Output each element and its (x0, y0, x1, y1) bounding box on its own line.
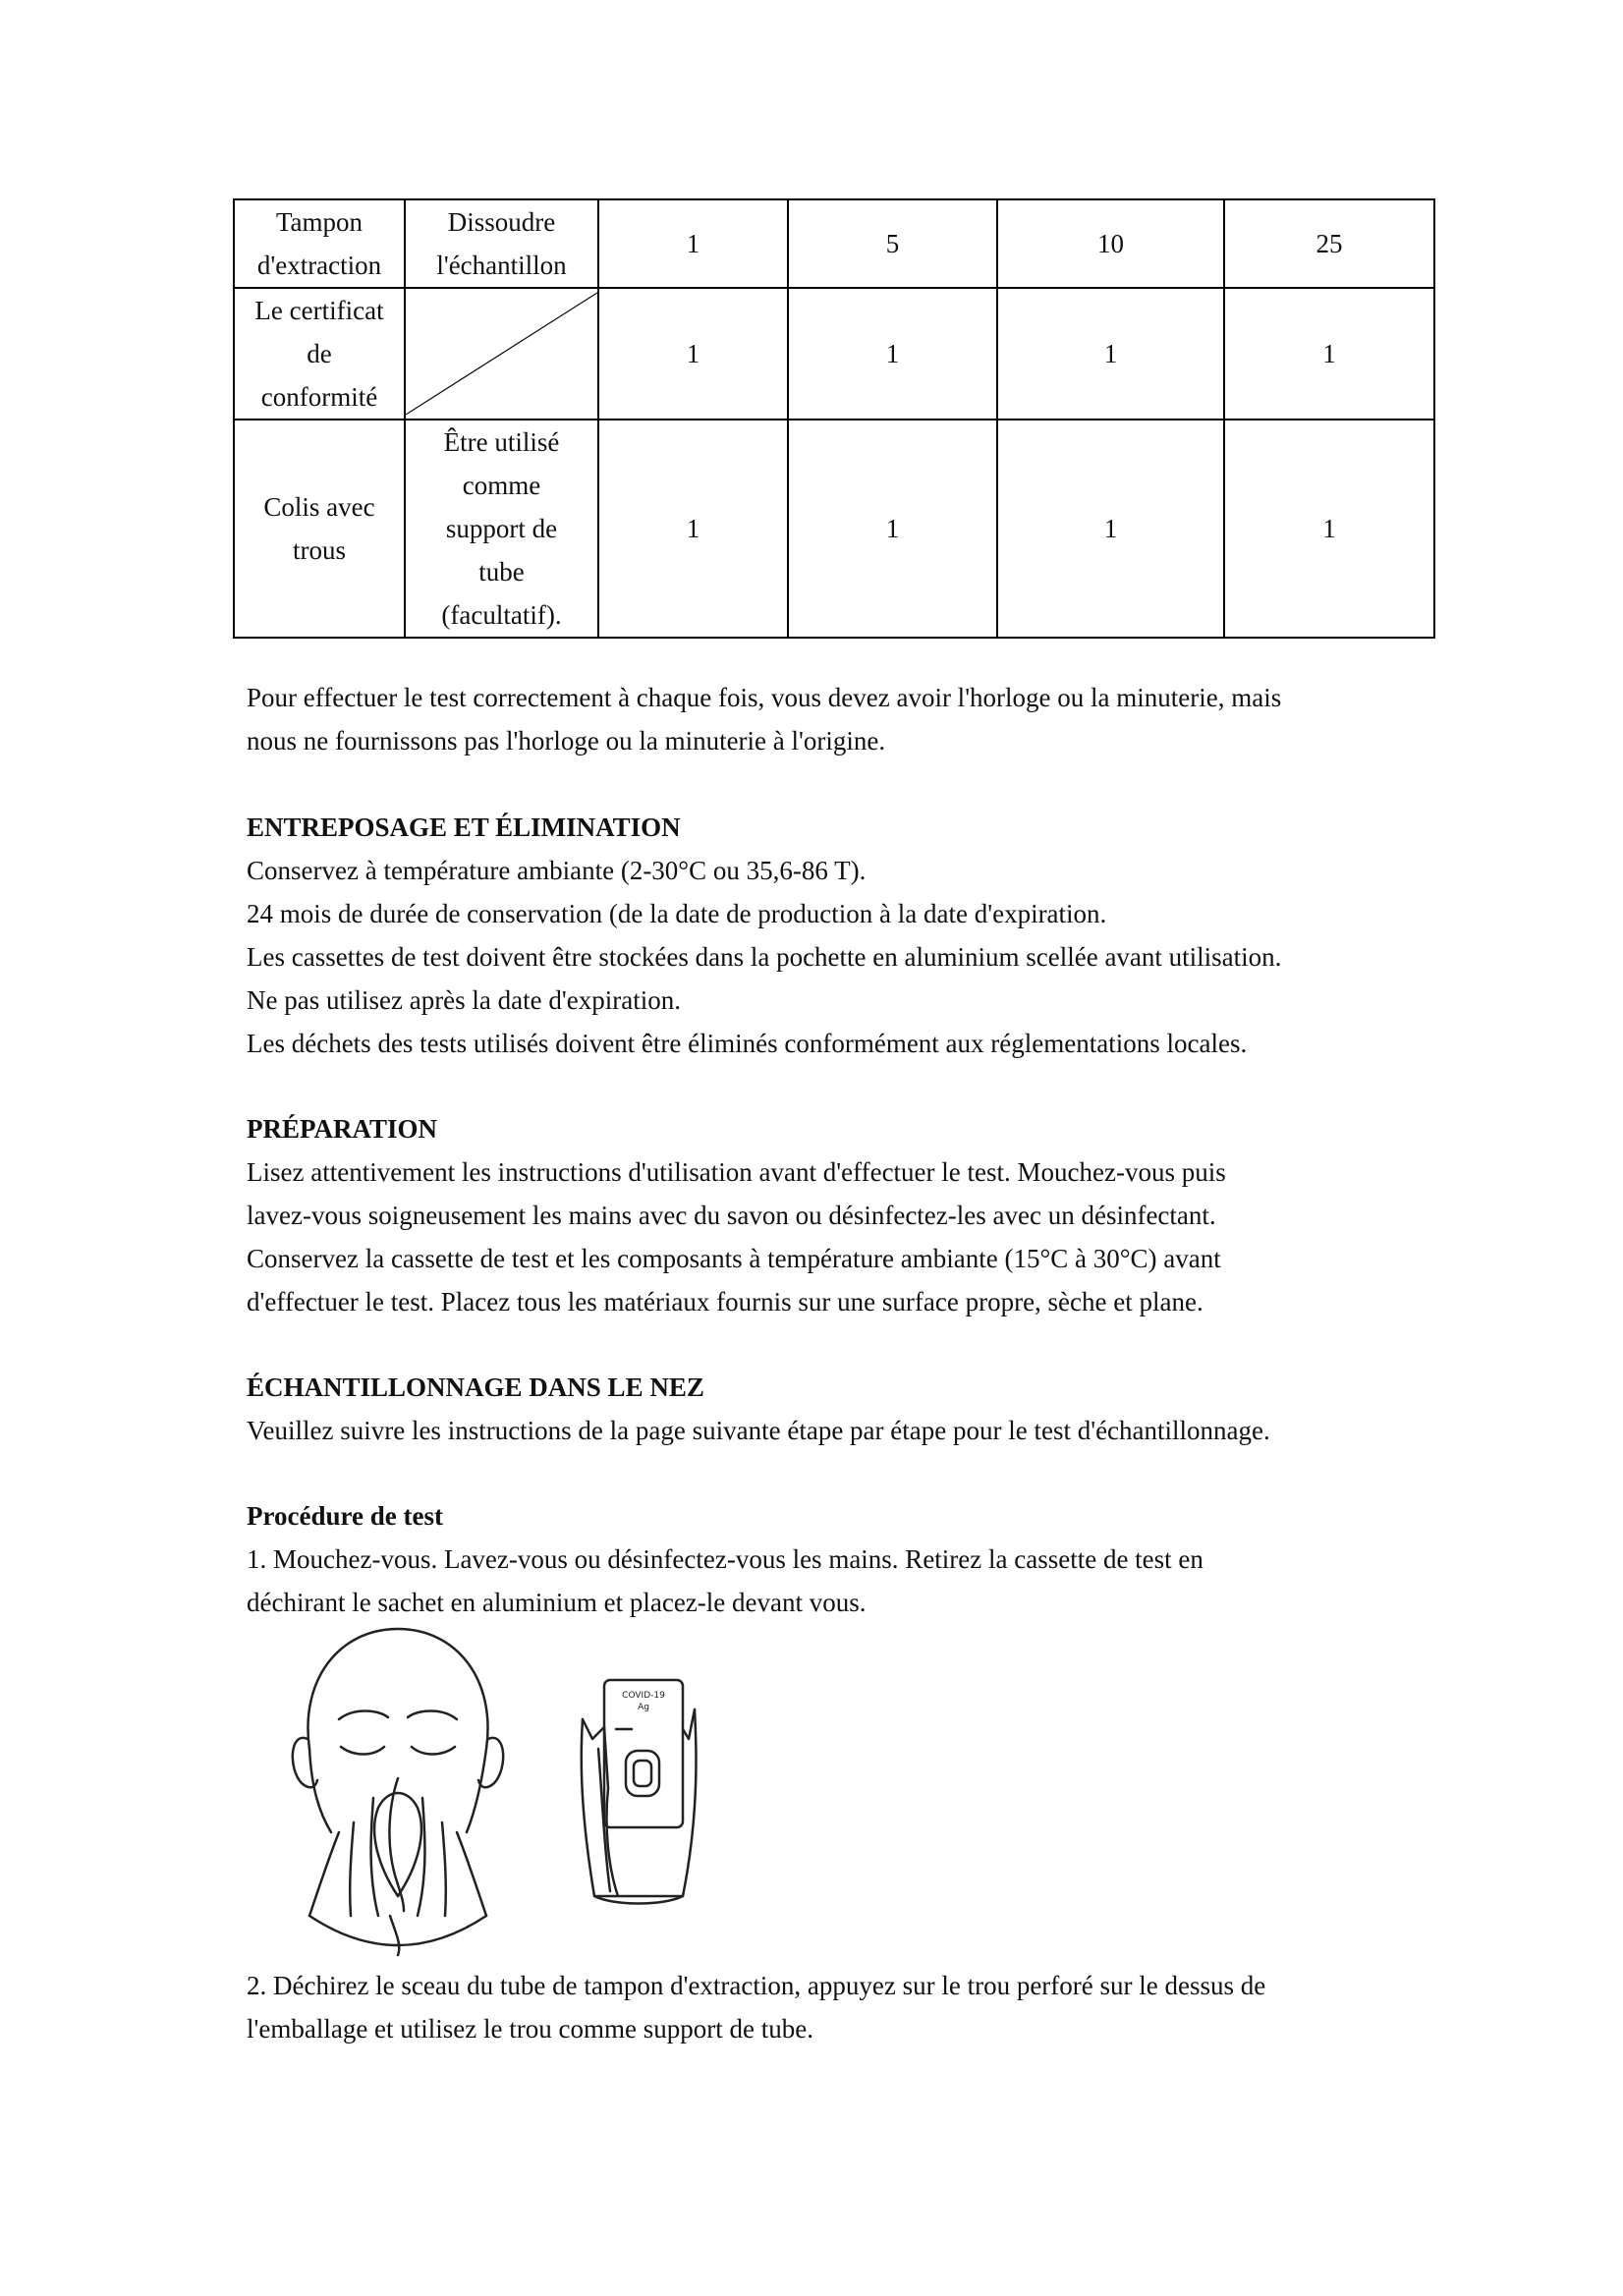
table-cell: Être utilisé comme support de tube (facultatif). (405, 420, 598, 638)
procedure-section: Procédure de test 1. Mouchez-vous. Lavez-vous ou désinfectez-vous les mains. Retirez la cassette de test en déchirant le sachet en aluminium et placez-le devant vous. (247, 1494, 1406, 1624)
section-heading: Procédure de test (247, 1501, 443, 1531)
empty-diagonal-cell (405, 288, 598, 420)
table-row (234, 288, 1434, 420)
pouch-label: Ag (638, 1703, 649, 1712)
section-heading: ÉCHANTILLONNAGE DANS LE NEZ (247, 1372, 704, 1402)
diagonal-line (406, 289, 597, 419)
table-cell: 1 (788, 420, 997, 638)
table-cell: 1 (1224, 420, 1434, 638)
section-heading: PRÉPARATION (247, 1114, 437, 1144)
storage-section: ENTREPOSAGE ET ÉLIMINATION Conservez à température ambiante (2-30°C ou 35,6-86 T). 24 mois de durée de conservation (de la date de production à la date d'expiration. Les cassettes de test doivent être stockées dans la pochette en aluminium scellée avant utilisation. Ne pas utilisez après la date d'expiration. Les déchets des tests utilisés doivent être éliminés conformément aux réglementations locales. (247, 806, 1406, 1065)
table-cell: 10 (997, 199, 1224, 288)
pouch-cassette-illustration (575, 1670, 702, 1916)
sampling-section: ÉCHANTILLONNAGE DANS LE NEZ Veuillez suivre les instructions de la page suivante étape par étape pour le test d'échantillonnage. (247, 1366, 1406, 1452)
table-cell: 5 (788, 199, 997, 288)
table-row (234, 420, 1434, 638)
components-table (233, 198, 1435, 639)
table-cell: 1 (997, 420, 1224, 638)
table-cell: 1 (598, 420, 788, 638)
table-cell: Dissoudre l'échantillon (405, 199, 598, 288)
table-cell: 25 (1224, 199, 1434, 288)
table-cell: Colis avec trous (234, 420, 405, 638)
table-cell: 1 (997, 288, 1224, 420)
table-cell: 1 (598, 288, 788, 420)
section-heading: ENTREPOSAGE ET ÉLIMINATION (247, 812, 681, 842)
table-cell: 1 (598, 199, 788, 288)
table-cell: Le certificat de conformité (234, 288, 405, 420)
pouch-label: COVID-19 (622, 1691, 665, 1701)
table-cell: Tampon d'extraction (234, 199, 405, 288)
step2-paragraph: 2. Déchirez le sceau du tube de tampon d'extraction, appuyez sur le trou perforé sur le dessus de l'emballage et utilisez le trou comme support de tube. (247, 1971, 1266, 2044)
table-cell: 1 (788, 288, 997, 420)
preparation-section: PRÉPARATION Lisez attentivement les instructions d'utilisation avant d'effectuer le test. Mouchez-vous puis lavez-vous soigneusement les mains avec du savon ou désinfectez-les avec un désinfectant. Conservez la cassette de test et les composants à température ambiante (15°C à 30°C) avant d'effectuer le test. Placez tous les matériaux fournis sur une surface propre, sèche et plane. (247, 1107, 1406, 1323)
table-row (234, 199, 1434, 288)
intro-paragraph: Pour effectuer le test correctement à chaque fois, vous devez avoir l'horloge ou la minuterie, mais nous ne fournissons pas l'horloge ou la minuterie à l'origine. (247, 683, 1282, 756)
table-cell: 1 (1224, 288, 1434, 420)
blow-nose-illustration (280, 1621, 516, 1960)
